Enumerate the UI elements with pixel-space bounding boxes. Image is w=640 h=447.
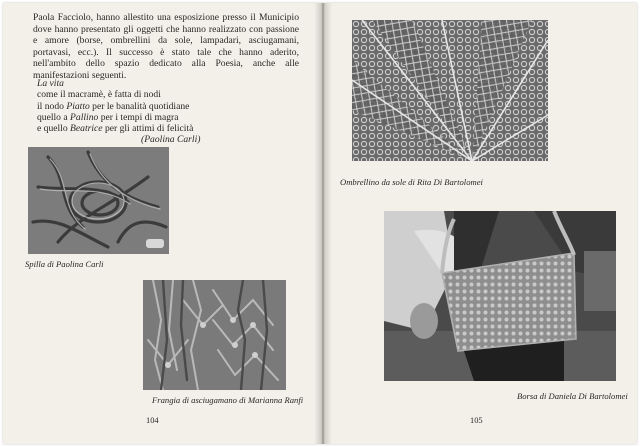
book-spread: [3, 3, 637, 444]
book-gutter: [314, 3, 332, 444]
poem-line-4-post: per gli attimi di felicità: [102, 123, 194, 135]
poem-line-4-pre: e quello: [37, 123, 71, 135]
poem-line-3: [37, 112, 237, 123]
poem-line-1: come il macramè, è fatta di nodi: [37, 89, 161, 101]
brooch-caption: Spilla di Paolina Carli: [25, 259, 104, 269]
left-page: [3, 3, 322, 444]
poem-title: La vita: [37, 78, 64, 89]
left-page-number: 104: [146, 416, 159, 425]
fringe-caption: Frangia di asciugamano di Marianna Ranfi: [152, 395, 304, 405]
right-page: [322, 3, 637, 444]
intro-paragraph: Paola Facciolo, hanno allestito una esposizione presso il Municipio dove hanno presentato gli oggetti che hanno realizzato con passione e amore (borse, ombrellini da sole, lampadari, asciugamani, portavasi, ecc.). Il successo è stato tale che hanno aderito, nell'ambito dello spazio dedicato alla Poesia, anche alle manifestazioni seguenti.: [33, 12, 299, 81]
parasol-caption: Ombrellino da sole di Rita Di Bartolomei: [340, 177, 483, 187]
poem-line-3-italic: Pallino: [70, 111, 99, 123]
poem-line-2-post: per le banalità quotidiane: [89, 100, 190, 112]
bag-photo: [384, 211, 616, 381]
poem: [37, 78, 237, 146]
poem-line-4: [37, 123, 237, 134]
fringe-photo: [143, 280, 286, 390]
poem-signature: (Paolina Carli): [141, 134, 201, 146]
poem-line-3-pre: quello a: [37, 111, 71, 123]
poem-line-3-post: per i tempi di magra: [98, 111, 179, 123]
poem-line-4-italic: Beatrice: [70, 123, 103, 135]
right-page-number: 105: [470, 416, 483, 425]
bag-caption: Borsa di Daniela Di Bartolomei: [517, 391, 628, 401]
poem-line-2-pre: il nodo: [37, 100, 67, 112]
poem-line-2-italic: Piatto: [66, 100, 90, 112]
poem-line-2: [37, 101, 237, 112]
brooch-photo: [28, 147, 169, 254]
parasol-photo: [352, 20, 548, 161]
